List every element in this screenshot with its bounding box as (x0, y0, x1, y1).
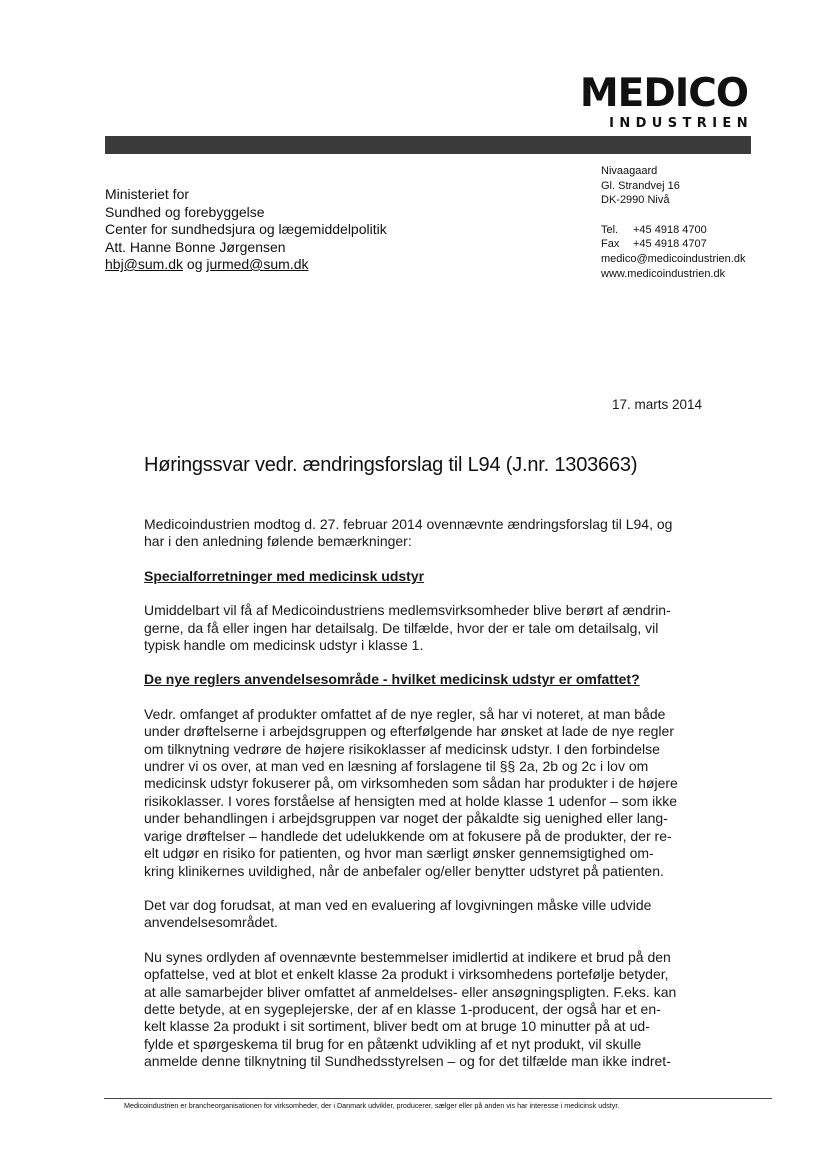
sender-phone (601, 223, 745, 238)
text-line: gerne, da få eller ingen har detailsalg. De tilfælde, hvor der er tale om detailsalg, vil (144, 619, 659, 636)
text-line: Vedr. omfanget af produkter omfattet af de nye regler, så har vi noteret, at man både (144, 705, 666, 722)
phone-label: Tel. (601, 223, 619, 236)
recipient-line: Sundhed og forebyggelse (105, 203, 265, 220)
text-line: Medicoindustrien modtog d. 27. februar 2014 ovennævnte ændringsforslag til L94, og (144, 516, 673, 532)
letter-title: Høringssvar vedr. ændringsforslag til L94 (J.nr. 1303663) (144, 454, 638, 476)
page-footer: Medicoindustrien er brancheorganisationen for virksomheder, der i Danmark udvikler, producerer, sælger eller på anden vis har interesse i medicinsk udstyr. (124, 1101, 620, 1110)
fax-label: Fax (601, 238, 620, 251)
recipient-emails (105, 256, 387, 274)
text-line: Nu synes ordlyden af ovennævnte bestemmelser imidlertid at indikere et brud på den (144, 948, 671, 965)
sender-fax (601, 237, 745, 252)
text-line: opfattelse, ved at blot et enkelt klasse 2a produkt i virksomhedens portefølje betyder, (144, 966, 669, 983)
text-line: kelt klasse 2a produkt i sit sortiment, bliver bedt om at bruge 10 minutter på at ud- (144, 1018, 650, 1035)
text-line: fylde et spørgeskema til brug for en påtænkt udvikling af et nyt produkt, vil skulle (144, 1035, 642, 1052)
company-logo (579, 71, 753, 131)
text-line: under behandlingen i arbejdsgruppen var noget der påkaldte sig uenighed eller lang- (144, 810, 668, 827)
phone-number: +45 4918 4700 (633, 223, 707, 236)
sender-email[interactable]: medico@medicoindustrien.dk (601, 252, 746, 265)
logo-wordmark: MEDICO (579, 71, 748, 116)
text-line: varige drøftelser – handlede det udelukkende om at fokusere på de produkter, der re- (144, 827, 672, 844)
paragraph (144, 706, 714, 880)
intro-paragraph (144, 516, 714, 551)
paragraph (144, 949, 714, 1071)
text-line: om tilknytning vedrøre de højere risikoklasser af medicinsk udstyr. I den forbindelse (144, 740, 660, 757)
text-line: risikoklasser. I vores forståelse af hensigten med at holde klasse 1 udenfor – som ikke (144, 792, 678, 809)
fax-number: +45 4918 4707 (633, 238, 707, 251)
recipient-email-link[interactable]: jurmed@sum.dk (206, 256, 309, 272)
email-joiner: og (183, 256, 207, 272)
recipient-email-link[interactable]: hbj@sum.dk (105, 256, 184, 272)
text-line: typisk handle om medicinsk udstyr i klasse 1. (144, 637, 424, 654)
section-heading: Specialforretninger med medicinsk udstyr (144, 567, 425, 584)
recipient-line: Center for sundhedsjura og lægemiddelpolitik (105, 221, 387, 237)
sender-address-line: Gl. Strandvej 16 (601, 179, 680, 192)
footer-rule (104, 1098, 772, 1099)
sender-address-line: Nivaagaard (601, 165, 658, 177)
text-line: Umiddelbart vil få af Medicoindustriens medlemsvirksomheder blive berørt af ændrin- (144, 602, 671, 619)
sender-contact (601, 164, 745, 281)
text-line: anmelde denne tilknytning til Sundhedsstyrelsen – og for det tilfælde man ikke indret- (144, 1053, 671, 1070)
recipient-address (105, 186, 387, 274)
text-line: har i den anledning følende bemærkninger: (144, 533, 412, 550)
text-line: at alle samarbejder bliver omfattet af anmeldelses- eller ansøgningspligten. F.eks. kan (144, 983, 677, 1000)
text-line: elt udgør en risiko for patienten, og hvor man særligt ønsker gennemsigtighed om- (144, 845, 654, 862)
logo-subtitle: INDUSTRIEN (609, 116, 753, 131)
sender-website[interactable]: www.medicoindustrien.dk (601, 267, 726, 280)
text-line: undrer vi os over, at man ved en læsning af forslagene til §§ 2a, 2b og 2c i lov om (144, 758, 649, 775)
text-line: anvendelsesområdet. (144, 914, 278, 931)
text-line: Det var dog forudsat, at man ved en evaluering af lovgivningen måske ville udvide (144, 896, 652, 913)
paragraph (144, 897, 714, 932)
text-line: under drøftelserne i arbejdsgruppen og efterfølgende har ønsket at lade de nye regler (144, 723, 674, 740)
recipient-line: Ministeriet for (105, 186, 190, 202)
header-bar (105, 136, 751, 154)
letter-date: 17. marts 2014 (611, 397, 702, 412)
recipient-line: Att. Hanne Bonne Jørgensen (105, 238, 286, 255)
section-heading: De nye reglers anvendelsesområde - hvilket medicinsk udstyr er omfattet? (144, 671, 640, 688)
letter-body (144, 516, 714, 1088)
text-line: kring klinikernes uvildighed, når de anbefaler og/eller benytter udstyret på patienten. (144, 862, 664, 879)
paragraph (144, 602, 714, 654)
sender-address-line: DK-2990 Nivå (601, 194, 670, 207)
text-line: medicinsk udstyr fokuserer på, om virksomheden som sådan har produkter i de højere (144, 775, 678, 792)
text-line: dette betyde, at en sygeplejerske, der af en klasse 1-producent, der også har et en- (144, 1000, 661, 1017)
